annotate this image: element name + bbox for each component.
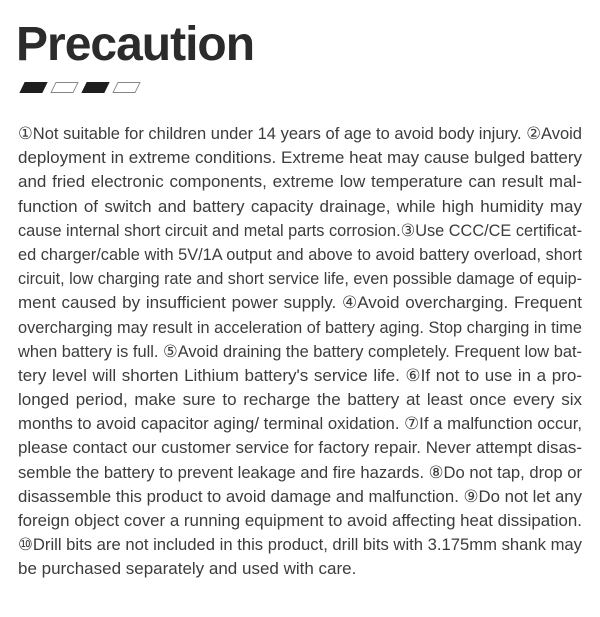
precaution-text	[18, 122, 582, 582]
text-line	[18, 364, 582, 388]
text-line	[18, 533, 582, 557]
precaution-page	[0, 18, 600, 617]
line-text: deployment in extreme conditions. Extreme heat may cause bulged battery	[18, 148, 582, 168]
line-text: overcharging may result in acceleration of battery aging. Stop charging in time	[18, 317, 582, 337]
line-text: circuit, low charging rate and short service life, even possible damage of equip-	[18, 269, 582, 289]
outline-parallelogram	[112, 82, 140, 93]
line-text: disassemble this product to avoid damage and malfunction. ⑨Do not let any	[18, 486, 582, 506]
text-line	[18, 195, 582, 219]
line-text: ①Not suitable for children under 14 years of age to avoid body injury. ②Avoid	[18, 124, 582, 143]
text-line	[18, 485, 582, 509]
line-text: months to avoid capacitor aging/ terminal oxidation. ⑦If a malfunction occur,	[18, 414, 582, 434]
line-text: foreign object cover a running equipment to avoid affecting heat dissipation.	[18, 511, 582, 530]
text-line	[18, 243, 582, 267]
text-line	[18, 557, 582, 581]
line-text: cause internal short circuit and metal parts corrosion.③Use CCC/CE certificat-	[18, 220, 582, 240]
line-text: when battery is full. ⑤Avoid draining the battery completely. Frequent low bat-	[18, 341, 582, 361]
line-text: semble the battery to prevent leakage and fire hazards. ⑧Do not tap, drop or	[18, 462, 582, 482]
text-line	[18, 461, 582, 485]
text-line	[18, 412, 582, 436]
decoration-bars	[22, 82, 600, 93]
text-line	[18, 388, 582, 412]
text-line	[18, 291, 582, 315]
line-text: longed period, make sure to recharge the battery at least once every six	[18, 390, 582, 410]
filled-parallelogram	[81, 82, 109, 93]
line-text: ⑩Drill bits are not included in this product, drill bits with 3.175mm shank may	[18, 535, 582, 555]
text-line	[18, 170, 582, 194]
text-line	[18, 267, 582, 291]
line-text: tery level will shorten Lithium battery's service life. ⑥If not to use in a pro-	[18, 365, 582, 385]
text-line	[18, 146, 582, 170]
text-line	[18, 340, 582, 364]
line-text: ment caused by insufficient power supply. ④Avoid overcharging. Frequent	[18, 293, 582, 313]
line-text: and fried electronic components, extreme low temperature can result mal-	[18, 172, 582, 192]
text-line	[18, 219, 582, 243]
filled-parallelogram	[19, 82, 47, 93]
text-line	[18, 509, 582, 533]
line-text: be purchased separately and used with care.	[18, 559, 357, 579]
outline-parallelogram	[50, 82, 78, 93]
text-line	[18, 436, 582, 460]
page-title: Precaution	[16, 18, 255, 71]
text-line	[18, 316, 582, 340]
line-text: function of switch and battery capacity drainage, while high humidity may	[18, 196, 582, 216]
line-text: please contact our customer service for factory repair. Never attempt disas-	[18, 438, 582, 458]
text-line	[18, 122, 582, 146]
line-text: ed charger/cable with 5V/1A output and above to avoid battery overload, short	[18, 244, 582, 264]
